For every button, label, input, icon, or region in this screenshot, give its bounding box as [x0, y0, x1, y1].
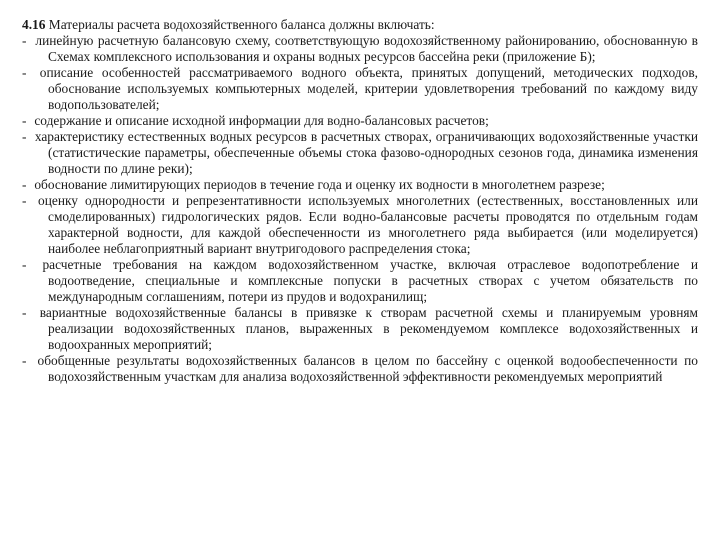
list-item-text: вариантные водохозяйственные балансы в привязке к створам расчетной схемы и планируемым уровням реализации водохозяйственных планов, выраженных в рекомендуемом комплексе водохозяйственных и водоохранных мероприятий; — [39, 305, 698, 352]
list-item-dash: - — [22, 113, 27, 128]
document-body — [22, 17, 698, 385]
list-item — [22, 129, 698, 177]
list-item-text: описание особенностей рассматриваемого водного объекта, принятых допущений, методических подходов, обоснование используемых компьютерных моделей, критерии удовлетворения требований по каждому виду водопользователей; — [39, 65, 698, 112]
list-item-dash: - — [22, 257, 27, 272]
list-item-dash: - — [22, 177, 27, 192]
list-item-dash: - — [22, 305, 27, 320]
list-item-text: оценку однородности и репрезентативности используемых многолетних (естественных, восстановленных или смоделированных) гидрологических рядов. Если водно-балансовые расчеты проводятся по отдельным годам характерной водности, для каждой обеспеченности из многолетнего ряда выбирается (или моделируется) наиболее неблагоприятный вариант внутригодового распределения стока; — [38, 193, 698, 256]
list-item-dash: - — [22, 353, 27, 368]
section-number: 4.16 — [22, 17, 46, 32]
section-heading-text: Материалы расчета водохозяйственного баланса должны включать: — [48, 17, 435, 32]
list-item-text: обоснование лимитирующих периодов в течение года и оценку их водности в многолетнем разрезе; — [34, 177, 605, 192]
list-item-text: характеристику естественных водных ресурсов в расчетных створах, ограничивающих водохозяйственные участки (статистические параметры, обеспеченные объемы стока фазово-однородных сезонов года, динамика изменения водности по длине реки); — [34, 129, 698, 176]
list-item — [22, 353, 698, 385]
list-item — [22, 193, 698, 257]
list-item-dash: - — [22, 65, 27, 80]
list-item — [22, 113, 698, 129]
list-item-text: линейную расчетную балансовую схему, соответствующую водохозяйственному районированию, обоснованную в Схемах комплексного использования и охраны водных ресурсов бассейна реки (приложение Б); — [35, 33, 698, 64]
list-item-dash: - — [22, 193, 27, 208]
list-item — [22, 33, 698, 65]
list-item-text: содержание и описание исходной информации для водно-балансовых расчетов; — [34, 113, 489, 128]
list-item — [22, 177, 698, 193]
list-item — [22, 65, 698, 113]
list-item-text: расчетные требования на каждом водохозяйственном участке, включая отраслевое водопотребление и водоотведение, специальные и комплексные попуски в расчетных створах с учетом обязательств по международным соглашениям, потери из прудов и водохранилищ; — [42, 257, 698, 304]
list-item-text: обобщенные результаты водохозяйственных балансов в целом по бассейну с оценкой водообеспеченности по водохозяйственным участкам для анализа водохозяйственной эффективности рекомендуемых мероприятий — [37, 353, 698, 384]
list-item-dash: - — [22, 129, 27, 144]
list-item — [22, 257, 698, 305]
list-item-dash: - — [22, 33, 27, 48]
section-heading — [22, 17, 698, 33]
list-item — [22, 305, 698, 353]
